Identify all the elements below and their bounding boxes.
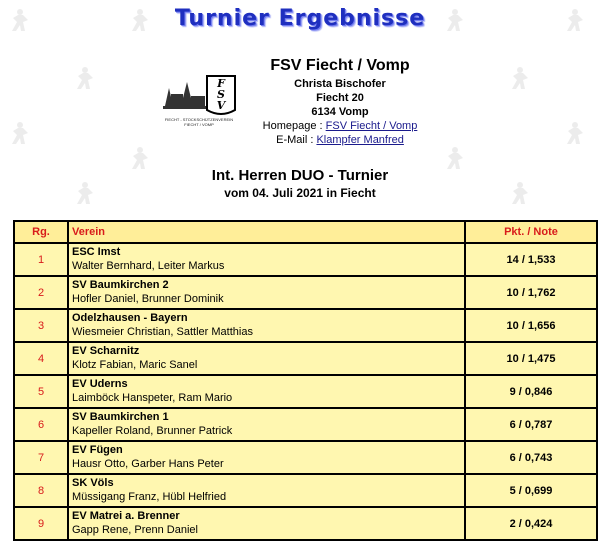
club-street: Fiecht 20 [316,92,364,104]
rank-cell: 2 [14,276,68,309]
header-points: Pkt. / Note [465,221,597,243]
team-name: SV Baumkirchen 2 [72,279,169,291]
page-banner: Turnier Ergebnisse [174,6,426,31]
rank-cell: 3 [14,309,68,342]
points-cell: 9 / 0,846 [465,375,597,408]
points-cell: 10 / 1,475 [465,342,597,375]
club-info [235,55,445,147]
points-cell: 10 / 1,762 [465,276,597,309]
player-names: Hofler Daniel, Brunner Dominik [72,293,224,305]
homepage-link[interactable]: FSV Fiecht / Vomp [325,120,418,132]
points-cell: 14 / 1,533 [465,243,597,276]
points-cell: 6 / 0,787 [465,408,597,441]
club-contact: Christa Bischofer [294,78,386,90]
club-cell [68,309,465,342]
table-row [14,276,597,309]
team-name: SK Völs [72,477,114,489]
club-name: FSV Fiecht / Vomp [270,57,410,74]
rank-cell: 8 [14,474,68,507]
club-cell [68,342,465,375]
points-cell: 2 / 0,424 [465,507,597,540]
player-names: Laimböck Hanspeter, Ram Mario [72,392,233,404]
club-cell [68,507,465,540]
team-name: Odelzhausen - Bayern [72,312,188,324]
logo-letter-f: F [217,77,225,90]
team-name: EV Fügen [72,444,123,456]
table-row [14,474,597,507]
homepage-line [235,119,445,133]
email-link[interactable]: Klampfer Manfred [316,134,404,146]
player-names: Walter Bernhard, Leiter Markus [72,260,225,272]
club-city: 6134 Vomp [311,106,369,118]
rank-cell: 6 [14,408,68,441]
team-name: EV Scharnitz [72,345,140,357]
table-row [14,342,597,375]
player-names: Müssigang Franz, Hübl Helfried [72,491,227,503]
table-row [14,243,597,276]
club-cell [68,408,465,441]
results-table [13,220,598,541]
points-cell: 6 / 0,743 [465,441,597,474]
player-names: Gapp Rene, Prenn Daniel [72,524,198,536]
team-name: SV Baumkirchen 1 [72,411,169,423]
tournament-date: vom 04. Juli 2021 in Fiecht [224,186,376,200]
player-names: Wiesmeier Christian, Sattler Matthias [72,326,253,338]
player-names: Kapeller Roland, Brunner Patrick [72,425,233,437]
club-cell [68,375,465,408]
header-rank: Rg. [14,221,68,243]
player-names: Klotz Fabian, Maric Sanel [72,359,198,371]
email-label: E-Mail : [276,134,314,146]
team-name: EV Uderns [72,378,128,390]
logo-letter-s: S [217,88,225,101]
results-body [14,243,597,540]
table-row [14,375,597,408]
homepage-label: Homepage : [262,120,323,132]
player-names: Hausr Otto, Garber Hans Peter [72,458,224,470]
table-row [14,507,597,540]
club-cell [68,276,465,309]
header-club: Verein [68,221,465,243]
points-cell: 10 / 1,656 [465,309,597,342]
logo-caption: FIECHT - STOCKSCHÜTZENVEREIN FIECHT / VOMP [164,117,234,127]
table-row [14,408,597,441]
table-header-row [14,221,597,243]
points-cell: 5 / 0,699 [465,474,597,507]
team-name: ESC Imst [72,246,121,258]
club-cell [68,474,465,507]
rank-cell: 5 [14,375,68,408]
table-row [14,441,597,474]
club-cell [68,243,465,276]
team-name: EV Matrei a. Brenner [72,510,180,522]
club-cell [68,441,465,474]
table-row [14,309,597,342]
email-line [235,133,445,147]
rank-cell: 1 [14,243,68,276]
logo-letter-v: V [216,99,226,112]
rank-cell: 7 [14,441,68,474]
tournament-title: Int. Herren DUO - Turnier [211,167,389,184]
rank-cell: 4 [14,342,68,375]
rank-cell: 9 [14,507,68,540]
